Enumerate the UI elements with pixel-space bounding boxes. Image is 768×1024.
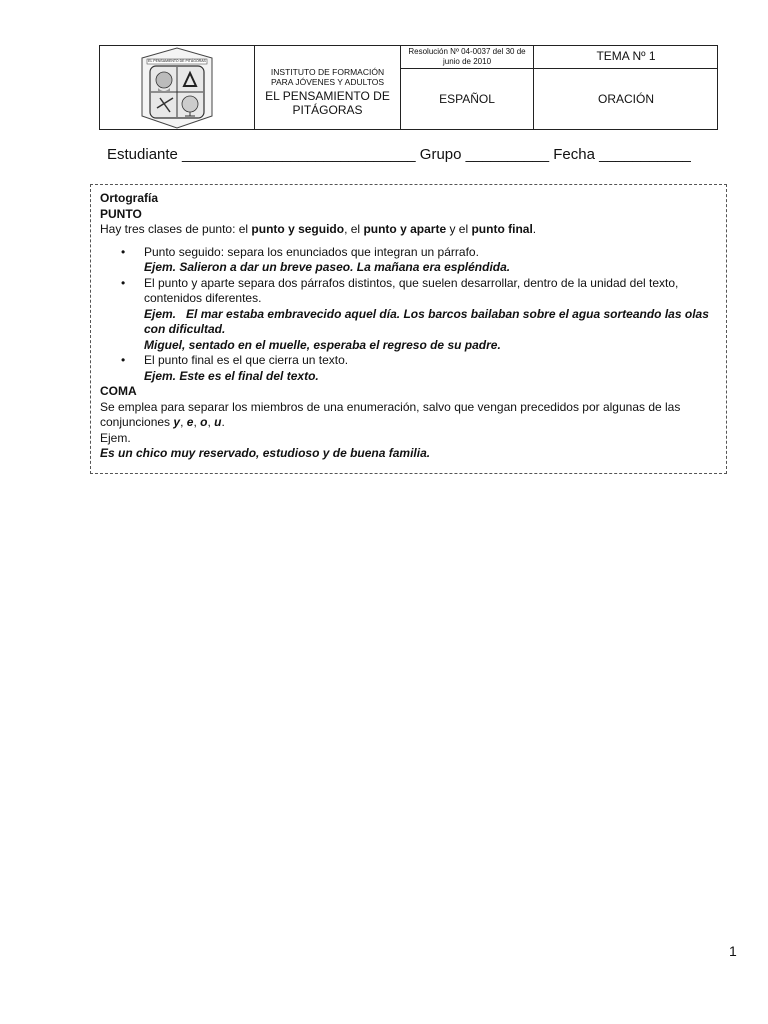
list-item [121,244,716,276]
separator: . [221,415,225,429]
institute-line2: PARA JÓVENES Y ADULTOS [270,76,385,87]
intro-text: . [532,222,537,236]
bullet-icon: • [121,353,126,367]
item-text: El punto final es el que cierra un texto. [144,353,349,367]
punto-list [100,245,716,385]
logo-text: EL PENSAMIENTO DE PITÁGORAS [148,59,206,63]
item-example: Ejem. Salieron a dar un breve paseo. La mañana era espléndida. [144,260,511,274]
item-example: Miguel, sentado en el muelle, esperaba el regreso de su padre. [144,337,501,352]
intro-text: Hay tres clases de punto: el [100,222,252,236]
bullet-icon: • [121,244,126,259]
item-text: El punto y aparte separa dos párrafos distintos, que suelen desarrollar, dentro de la unidad del texto, contenidos diferentes. [144,275,679,305]
coma-example: Es un chico muy reservado, estudioso y de buena familia. [100,446,431,460]
institute-name: EL PENSAMIENTO DE PITÁGORAS [265,88,390,117]
section-title: Ortografía [100,191,159,205]
institute-line1: INSTITUTO DE FORMACIÓN [270,66,385,77]
conjunction: e [186,415,194,429]
ejem-label: Ejem. [100,430,131,445]
intro-text: y el [446,222,472,236]
coma-paragraph [100,400,716,431]
bullet-icon: • [121,275,126,290]
page-number: 1 [729,943,737,959]
separator: , [193,415,201,429]
item-example: Ejem. El mar estaba embravecido aquel día. Los barcos bailaban sobre el agua sorteando las olas con dificultad. [144,306,713,336]
separator: , [207,415,215,429]
intro-term-1: punto y seguido [251,222,345,236]
intro-text: , el [344,222,364,236]
resolution-cell: Resolución Nº 04-0037 del 30 de junio de 2010 [401,46,534,69]
coma-heading: COMA [100,384,137,398]
intro-term-3: punto final [471,222,533,236]
list-item [121,275,716,354]
item-example: Ejem. Este es el final del texto. [144,368,319,383]
coma-text: Se emplea para separar los miembros de una enumeración, salvo que vengan precedidos por algunas de las conjunciones [100,399,681,429]
topic-cell: ORACIÓN [597,92,654,106]
content-box [90,184,727,474]
logo-cell [100,46,255,129]
conjunction: o [200,415,208,429]
conjunction: u [214,415,222,429]
header-table [99,45,718,130]
list-item [121,353,716,384]
conjunction: y [173,415,181,429]
institute-cell [255,46,401,129]
item-text: Punto seguido: separa los enunciados que integran un párrafo. [144,244,479,259]
subject-cell: ESPAÑOL [401,69,534,129]
punto-heading: PUNTO [100,206,142,221]
intro-paragraph [100,222,716,238]
student-info-line: Estudiante ____________________________ Grupo __________ Fecha ___________ [107,146,691,163]
intro-term-2: punto y aparte [363,222,447,236]
tema-cell: TEMA Nº 1 [534,46,718,69]
separator: , [180,415,187,429]
